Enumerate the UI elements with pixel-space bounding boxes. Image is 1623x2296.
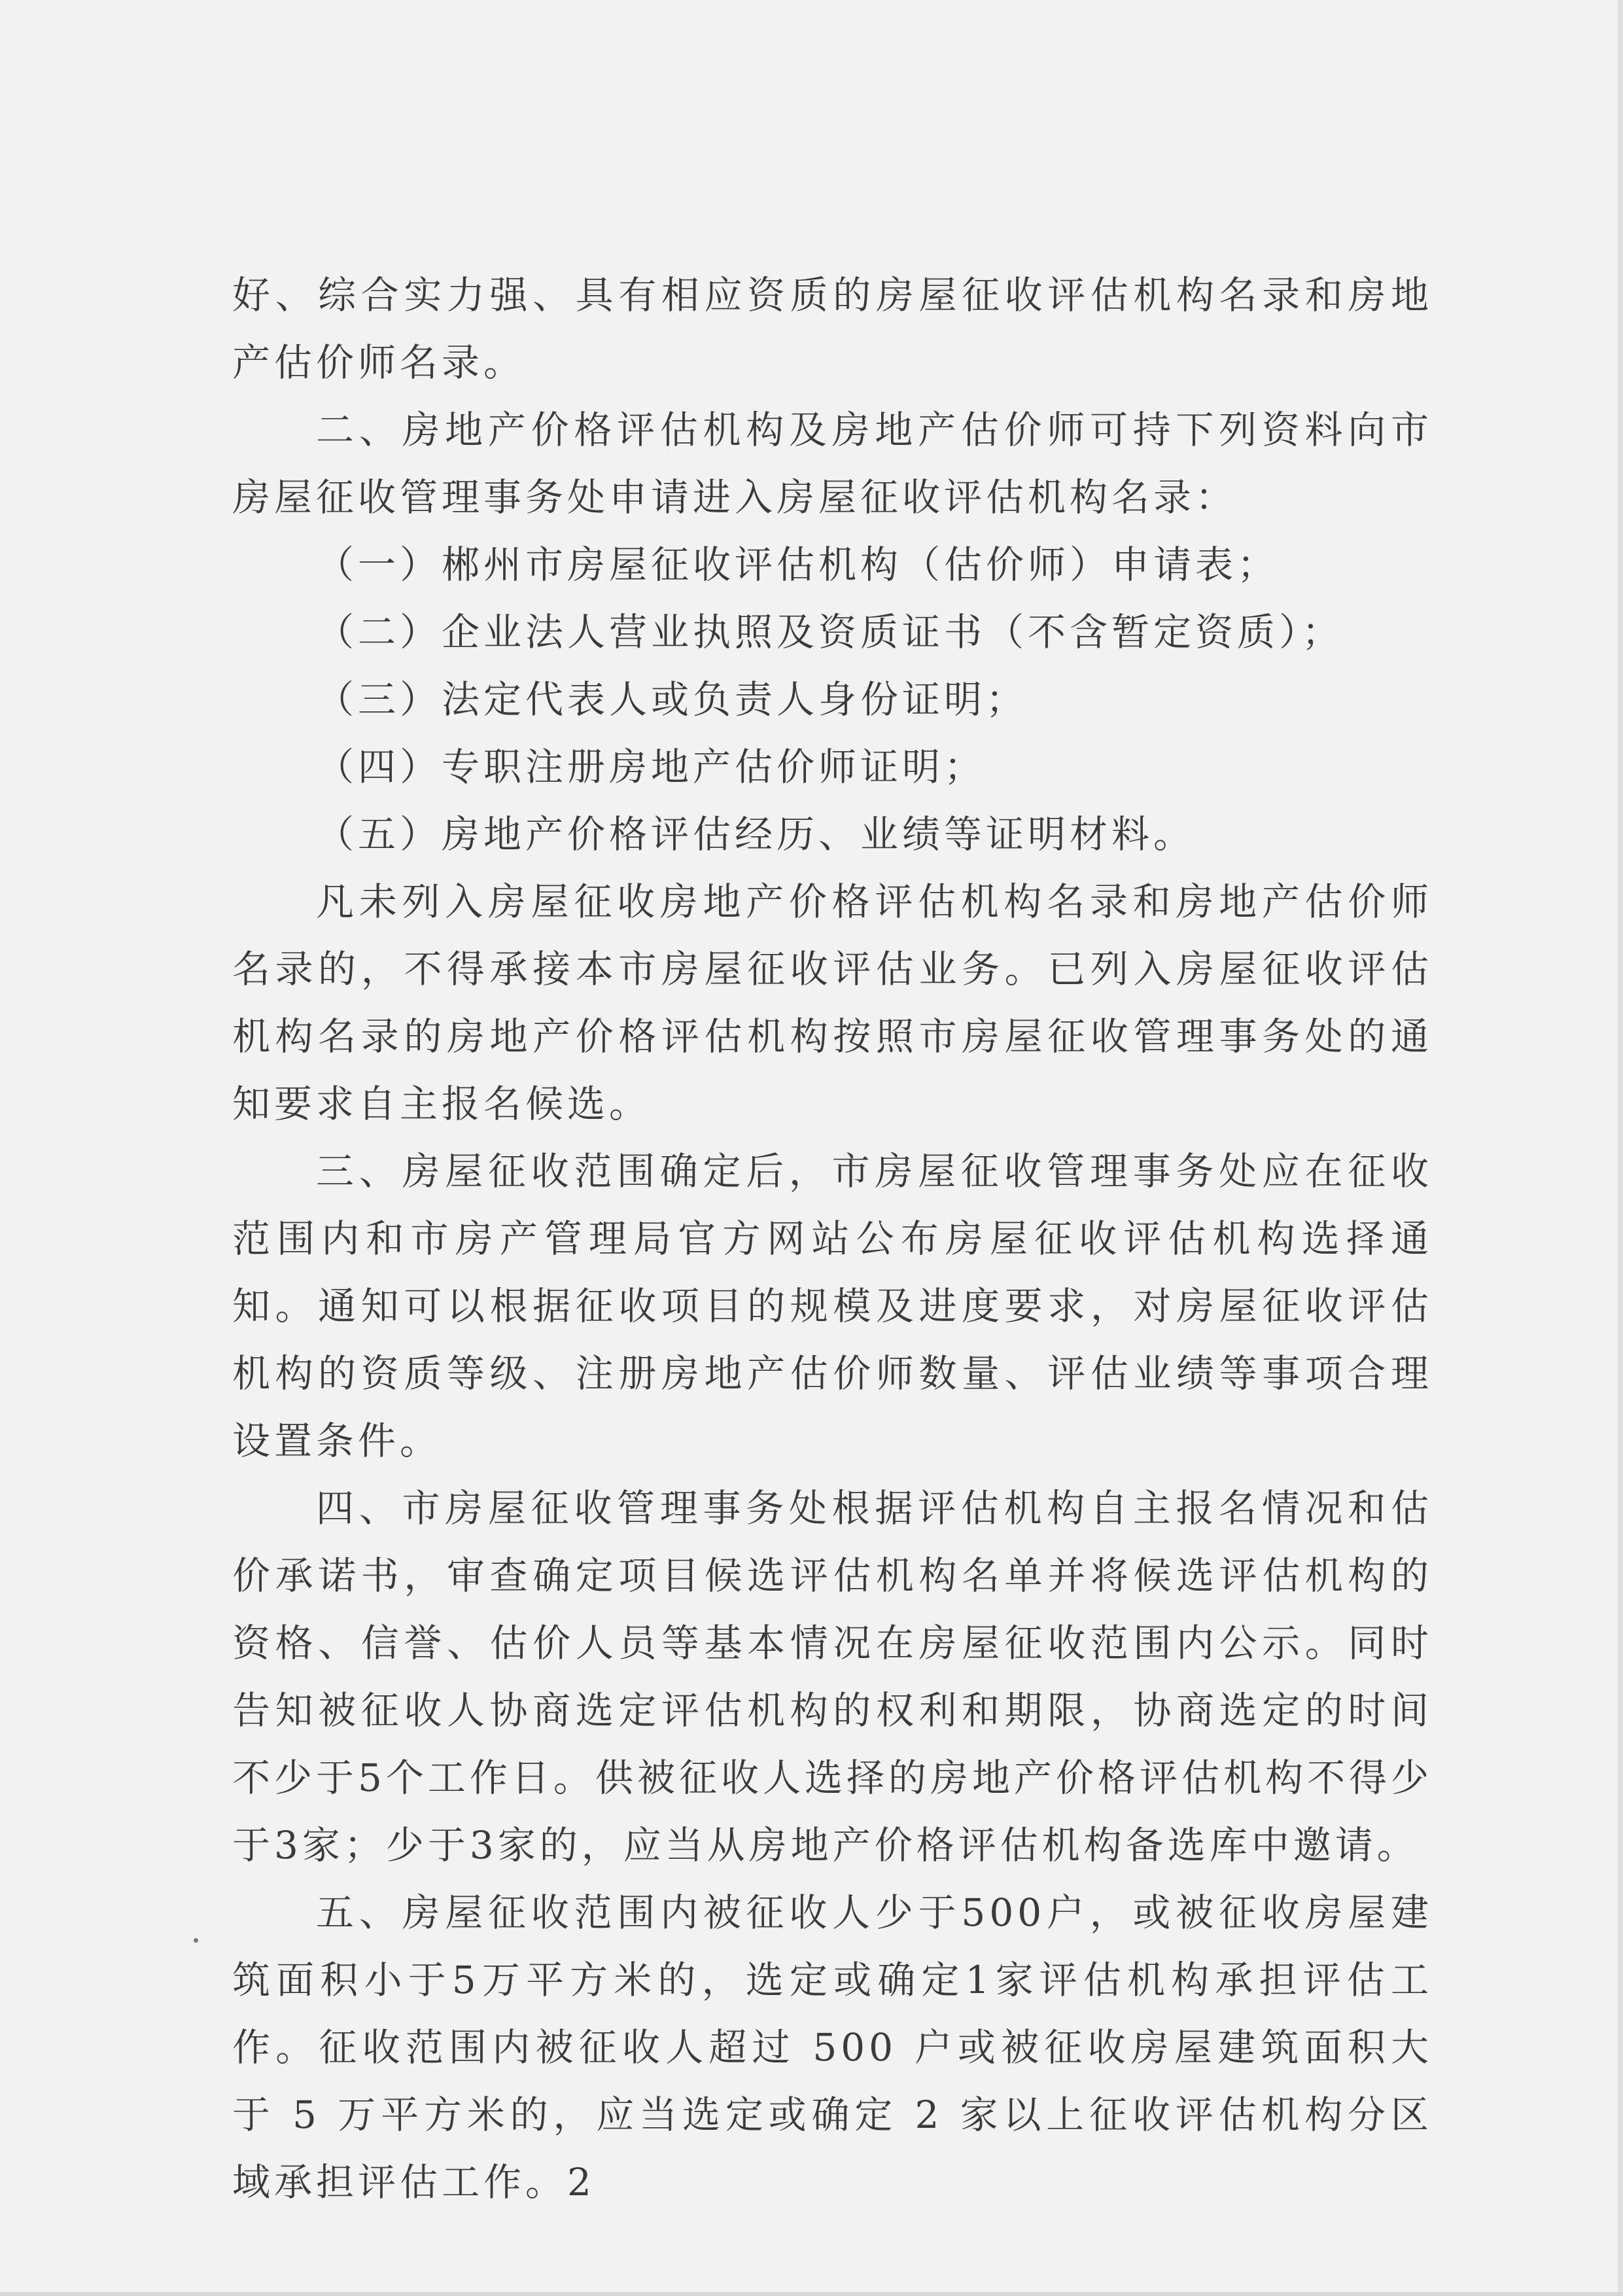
paragraph-section-4: 四、市房屋征收管理事务处根据评估机构自主报名情况和估价承诺书，审查确定项目候选评估机构名单并将候选评估机构的资格、信誉、估价人员等基本情况在房屋征收范围内公示。同时告知被征收人协商选定评估机构的权利和期限，协商选定的时间不少于5个工作日。供被征收人选择的房地产价格评估机构不得少于3家；少于3家的，应当从房地产价格评估机构备选库中邀请。 [232,1486,1433,1867]
list-item-4: （四）专职注册房地产估价师证明； [316,745,986,789]
paragraph-section-5: 五、房屋征收范围内被征收人少于500户，或被征收房屋建筑面积小于5万平方米的，选定或确定1家评估机构承担评估工作。征收范围内被征收人超过 500 户或被征收房屋建筑面积大于 5 万平方米的，应当选定或确定 2 家以上征收评估机构分区域承担评估工作。2 [232,1890,1433,2204]
list-item-1: （一）郴州市房屋征收评估机构（估价师）申请表； [316,542,1280,587]
paragraph-section-3: 三、房屋征收范围确定后，市房屋征收管理事务处应在征收范围内和市房产管理局官方网站公布房屋征收评估机构选择通知。通知可以根据征收项目的规模及进度要求，对房屋征收评估机构的资质等级、注册房地产估价师数量、评估业绩等事项合理设置条件。 [232,1149,1433,1463]
document-body [232,262,1433,2216]
paragraph-continuation: 好、综合实力强、具有相应资质的房屋征收评估机构名录和房地产估价师名录。 [232,273,1433,385]
list-item-5: （五）房地产价格评估经历、业绩等证明材料。 [316,812,1196,857]
list-item-3: （三）法定代表人或负责人身份证明； [316,677,1028,722]
page-edge-shadow [1618,0,1623,2296]
scan-speck [194,1938,198,1943]
paragraph-registry-rule: 凡未列入房屋征收房地产价格评估机构名录和房地产估价师名录的，不得承接本市房屋征收评估业务。已列入房屋征收评估机构名录的房地产价格评估机构按照市房屋征收管理事务处的通知要求自主报名候选。 [232,879,1433,1126]
page-bottom-edge [0,2292,1623,2296]
paragraph-section-2: 二、房地产价格评估机构及房地产估价师可持下列资料向市房屋征收管理事务处申请进入房屋征收评估机构名录： [232,408,1433,520]
list-item-2: （二）企业法人营业执照及资质证书（不含暂定资质）； [316,610,1344,654]
